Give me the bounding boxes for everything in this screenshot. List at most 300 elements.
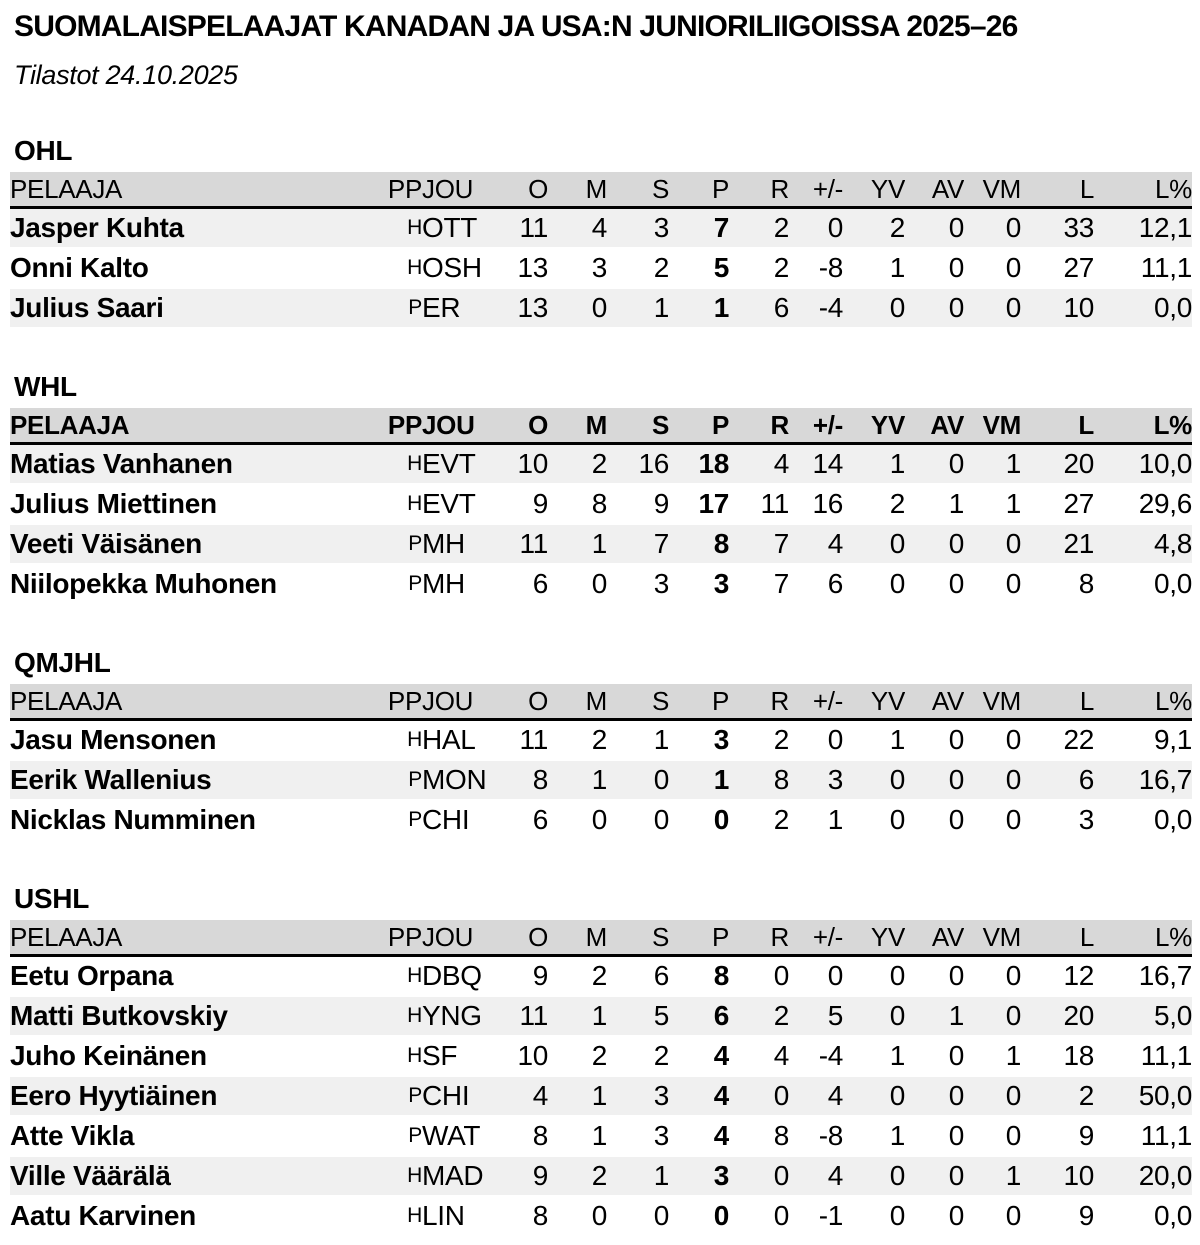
stat-cell: 0 bbox=[843, 956, 905, 997]
stat-cell: 7 bbox=[607, 524, 669, 564]
column-header: M bbox=[548, 684, 607, 720]
stat-cell: 11 bbox=[500, 208, 548, 249]
stat-cell: 6 bbox=[669, 996, 729, 1036]
column-header: S bbox=[607, 684, 669, 720]
column-header: R bbox=[729, 172, 789, 208]
column-header: AV bbox=[905, 684, 964, 720]
stat-cell: 2 bbox=[548, 720, 607, 761]
stat-cell: 2 bbox=[548, 444, 607, 485]
stat-cell: 0 bbox=[905, 1036, 964, 1076]
team-cell: EVT bbox=[422, 444, 500, 485]
stat-cell: 0 bbox=[789, 720, 843, 761]
stat-cell: 7 bbox=[729, 524, 789, 564]
stat-cell: 1 bbox=[843, 720, 905, 761]
stat-cell: 6 bbox=[729, 288, 789, 327]
stat-cell: -4 bbox=[789, 1036, 843, 1076]
column-header: JOU bbox=[422, 408, 500, 444]
position-cell: H bbox=[375, 208, 422, 249]
stat-cell: 9 bbox=[1021, 1196, 1094, 1235]
player-name-cell: Jasper Kuhta bbox=[10, 208, 375, 249]
stat-cell: 0 bbox=[964, 524, 1021, 564]
stat-cell: 3 bbox=[607, 1076, 669, 1116]
table-row bbox=[10, 248, 1192, 288]
column-header: P bbox=[669, 172, 729, 208]
column-header: VM bbox=[964, 408, 1021, 444]
stat-cell: 0 bbox=[729, 1156, 789, 1196]
column-header: PP bbox=[375, 920, 422, 956]
stats-table-qmjhl bbox=[10, 684, 1192, 839]
table-row bbox=[10, 720, 1192, 761]
position-cell: P bbox=[375, 800, 422, 839]
stat-cell: 1 bbox=[548, 760, 607, 800]
column-header: AV bbox=[905, 920, 964, 956]
stat-cell: -8 bbox=[789, 248, 843, 288]
table-row bbox=[10, 800, 1192, 839]
header-row bbox=[10, 408, 1192, 444]
table-row bbox=[10, 760, 1192, 800]
position-cell: H bbox=[375, 1036, 422, 1076]
stat-cell: 8 bbox=[669, 956, 729, 997]
stat-cell: 8 bbox=[1021, 564, 1094, 603]
stat-cell: 1 bbox=[607, 1156, 669, 1196]
stat-cell: -8 bbox=[789, 1116, 843, 1156]
stat-cell: 0 bbox=[843, 1156, 905, 1196]
stat-cell: 2 bbox=[729, 800, 789, 839]
stat-cell: 13 bbox=[500, 248, 548, 288]
stat-cell: 0 bbox=[843, 800, 905, 839]
stat-cell: 20 bbox=[1021, 996, 1094, 1036]
stat-cell: 2 bbox=[607, 1036, 669, 1076]
column-header: M bbox=[548, 408, 607, 444]
stat-cell: 3 bbox=[789, 760, 843, 800]
stat-cell: 4 bbox=[789, 1156, 843, 1196]
column-header: R bbox=[729, 408, 789, 444]
section-title: WHL bbox=[14, 371, 77, 402]
stat-cell: 0 bbox=[964, 1196, 1021, 1235]
stat-cell: 0 bbox=[843, 1076, 905, 1116]
stat-cell: 0 bbox=[905, 1076, 964, 1116]
stat-cell: 0 bbox=[905, 444, 964, 485]
stat-cell: 1 bbox=[843, 1036, 905, 1076]
stat-cell: 4 bbox=[669, 1076, 729, 1116]
stat-cell: 1 bbox=[843, 444, 905, 485]
stat-cell: 0 bbox=[905, 524, 964, 564]
stat-cell: 12 bbox=[1021, 956, 1094, 997]
column-header: PELAAJA bbox=[10, 408, 375, 444]
stat-cell: 0 bbox=[905, 760, 964, 800]
team-cell: WAT bbox=[422, 1116, 500, 1156]
stat-cell: 3 bbox=[607, 208, 669, 249]
stat-cell: 22 bbox=[1021, 720, 1094, 761]
player-name-cell: Matti Butkovskiy bbox=[10, 996, 375, 1036]
column-header: R bbox=[729, 684, 789, 720]
stat-cell: 16,7 bbox=[1094, 956, 1192, 997]
table-row bbox=[10, 956, 1192, 997]
player-name-cell: Nicklas Numminen bbox=[10, 800, 375, 839]
stat-cell: 0 bbox=[843, 760, 905, 800]
stat-cell: 5,0 bbox=[1094, 996, 1192, 1036]
stat-cell: 0 bbox=[607, 760, 669, 800]
stat-cell: 11 bbox=[729, 484, 789, 524]
stat-cell: 0 bbox=[905, 800, 964, 839]
stat-cell: 0 bbox=[964, 248, 1021, 288]
stat-cell: 4 bbox=[729, 1036, 789, 1076]
stat-cell: 3 bbox=[1021, 800, 1094, 839]
team-cell: LIN bbox=[422, 1196, 500, 1235]
stat-cell: 9 bbox=[1021, 1116, 1094, 1156]
stat-cell: 0,0 bbox=[1094, 564, 1192, 603]
player-name-cell: Veeti Väisänen bbox=[10, 524, 375, 564]
stat-cell: 27 bbox=[1021, 484, 1094, 524]
stat-cell: 6 bbox=[1021, 760, 1094, 800]
stat-cell: 5 bbox=[669, 248, 729, 288]
stat-cell: 0 bbox=[964, 996, 1021, 1036]
stat-cell: 10 bbox=[500, 1036, 548, 1076]
stats-table-ohl bbox=[10, 172, 1192, 327]
position-cell: H bbox=[375, 996, 422, 1036]
stat-cell: 2 bbox=[729, 248, 789, 288]
section-title: QMJHL bbox=[14, 647, 111, 678]
table-row bbox=[10, 208, 1192, 249]
stat-cell: 1 bbox=[789, 800, 843, 839]
stat-cell: 0 bbox=[964, 288, 1021, 327]
stat-cell: 2 bbox=[607, 248, 669, 288]
player-name-cell: Eetu Orpana bbox=[10, 956, 375, 997]
position-cell: P bbox=[375, 524, 422, 564]
stat-cell: 3 bbox=[669, 1156, 729, 1196]
column-header: +/- bbox=[789, 684, 843, 720]
stat-cell: 7 bbox=[669, 208, 729, 249]
column-header: O bbox=[500, 684, 548, 720]
stat-cell: 1 bbox=[843, 1116, 905, 1156]
position-cell: H bbox=[375, 484, 422, 524]
player-name-cell: Ville Väärälä bbox=[10, 1156, 375, 1196]
column-header: S bbox=[607, 172, 669, 208]
stat-cell: 11,1 bbox=[1094, 248, 1192, 288]
stat-cell: 16 bbox=[607, 444, 669, 485]
column-header: L bbox=[1021, 408, 1094, 444]
position-cell: P bbox=[375, 288, 422, 327]
stat-cell: 0 bbox=[964, 760, 1021, 800]
stat-cell: 5 bbox=[789, 996, 843, 1036]
header-row bbox=[10, 684, 1192, 720]
stat-cell: 2 bbox=[843, 484, 905, 524]
position-cell: P bbox=[375, 760, 422, 800]
column-header: VM bbox=[964, 172, 1021, 208]
stat-cell: 1 bbox=[905, 996, 964, 1036]
stat-cell: 0 bbox=[548, 288, 607, 327]
column-header: AV bbox=[905, 172, 964, 208]
team-cell: YNG bbox=[422, 996, 500, 1036]
position-cell: H bbox=[375, 444, 422, 485]
player-name-cell: Niilopekka Muhonen bbox=[10, 564, 375, 603]
stat-cell: 0 bbox=[905, 288, 964, 327]
stat-cell: 11 bbox=[500, 720, 548, 761]
column-header: PP bbox=[375, 408, 422, 444]
column-header: VM bbox=[964, 684, 1021, 720]
league-section-whl bbox=[10, 371, 1192, 603]
stats-table-ushl bbox=[10, 920, 1192, 1235]
position-cell: H bbox=[375, 956, 422, 997]
stat-cell: 0 bbox=[843, 564, 905, 603]
column-header: PELAAJA bbox=[10, 172, 375, 208]
column-header: AV bbox=[905, 408, 964, 444]
stat-cell: 1 bbox=[669, 760, 729, 800]
stat-cell: 20 bbox=[1021, 444, 1094, 485]
stat-cell: 33 bbox=[1021, 208, 1094, 249]
stat-cell: 1 bbox=[669, 288, 729, 327]
stat-cell: 1 bbox=[548, 1116, 607, 1156]
stat-cell: 3 bbox=[669, 564, 729, 603]
team-cell: SF bbox=[422, 1036, 500, 1076]
column-header: YV bbox=[843, 684, 905, 720]
stat-cell: 3 bbox=[607, 1116, 669, 1156]
stat-cell: 0 bbox=[729, 1076, 789, 1116]
position-cell: P bbox=[375, 1116, 422, 1156]
team-cell: OSH bbox=[422, 248, 500, 288]
stat-cell: 6 bbox=[500, 800, 548, 839]
stat-cell: 9 bbox=[500, 1156, 548, 1196]
table-row bbox=[10, 564, 1192, 603]
stat-cell: 0 bbox=[607, 1196, 669, 1235]
stat-cell: 0 bbox=[905, 720, 964, 761]
page-subtitle: Tilastot 24.10.2025 bbox=[14, 60, 238, 90]
stat-cell: 16 bbox=[789, 484, 843, 524]
team-cell: MAD bbox=[422, 1156, 500, 1196]
player-name-cell: Julius Miettinen bbox=[10, 484, 375, 524]
stat-cell: 8 bbox=[500, 1116, 548, 1156]
stat-cell: 1 bbox=[548, 996, 607, 1036]
stat-cell: 1 bbox=[548, 1076, 607, 1116]
column-header: PELAAJA bbox=[10, 920, 375, 956]
position-cell: H bbox=[375, 1196, 422, 1235]
table-row bbox=[10, 484, 1192, 524]
stat-cell: 10 bbox=[1021, 288, 1094, 327]
stat-cell: 17 bbox=[669, 484, 729, 524]
stat-cell: 4 bbox=[669, 1116, 729, 1156]
stat-cell: 1 bbox=[964, 1036, 1021, 1076]
team-cell: MH bbox=[422, 524, 500, 564]
team-cell: HAL bbox=[422, 720, 500, 761]
player-name-cell: Matias Vanhanen bbox=[10, 444, 375, 485]
stat-cell: 0 bbox=[548, 564, 607, 603]
stat-cell: 0 bbox=[843, 996, 905, 1036]
column-header: PP bbox=[375, 172, 422, 208]
stat-cell: 3 bbox=[548, 248, 607, 288]
stat-cell: 9 bbox=[607, 484, 669, 524]
table-row bbox=[10, 1196, 1192, 1235]
player-name-cell: Aatu Karvinen bbox=[10, 1196, 375, 1235]
stat-cell: 0 bbox=[964, 720, 1021, 761]
stat-cell: 13 bbox=[500, 288, 548, 327]
stat-cell: 2 bbox=[548, 956, 607, 997]
team-cell: CHI bbox=[422, 800, 500, 839]
stat-cell: 12,1 bbox=[1094, 208, 1192, 249]
table-row bbox=[10, 1076, 1192, 1116]
column-header: P bbox=[669, 408, 729, 444]
player-name-cell: Onni Kalto bbox=[10, 248, 375, 288]
table-row bbox=[10, 1036, 1192, 1076]
stat-cell: 18 bbox=[669, 444, 729, 485]
stat-cell: 0 bbox=[964, 800, 1021, 839]
stat-cell: 2 bbox=[729, 208, 789, 249]
table-row bbox=[10, 524, 1192, 564]
team-cell: ER bbox=[422, 288, 500, 327]
stat-cell: 1 bbox=[964, 484, 1021, 524]
stat-cell: 0 bbox=[669, 1196, 729, 1235]
column-header: M bbox=[548, 172, 607, 208]
stat-cell: 1 bbox=[548, 524, 607, 564]
table-row bbox=[10, 1116, 1192, 1156]
column-header: P bbox=[669, 920, 729, 956]
stat-cell: 8 bbox=[729, 1116, 789, 1156]
player-name-cell: Juho Keinänen bbox=[10, 1036, 375, 1076]
header-row bbox=[10, 172, 1192, 208]
stat-cell: 50,0 bbox=[1094, 1076, 1192, 1116]
stat-cell: 3 bbox=[669, 720, 729, 761]
stat-cell: 8 bbox=[500, 760, 548, 800]
player-name-cell: Julius Saari bbox=[10, 288, 375, 327]
team-cell: OTT bbox=[422, 208, 500, 249]
stat-cell: -1 bbox=[789, 1196, 843, 1235]
column-header: JOU bbox=[422, 684, 500, 720]
stat-cell: 6 bbox=[500, 564, 548, 603]
stat-cell: 3 bbox=[607, 564, 669, 603]
document-header bbox=[10, 10, 1192, 91]
position-cell: H bbox=[375, 720, 422, 761]
stat-cell: 0 bbox=[843, 1196, 905, 1235]
team-cell: DBQ bbox=[422, 956, 500, 997]
column-header: +/- bbox=[789, 408, 843, 444]
stat-cell: 0,0 bbox=[1094, 1196, 1192, 1235]
stat-cell: 0 bbox=[843, 524, 905, 564]
player-name-cell: Eerik Wallenius bbox=[10, 760, 375, 800]
stat-cell: 0 bbox=[905, 248, 964, 288]
page-title: SUOMALAISPELAAJAT KANADAN JA USA:N JUNIORILIIGOISSA 2025–26 bbox=[14, 10, 1018, 43]
table-row bbox=[10, 444, 1192, 485]
stat-cell: 0 bbox=[789, 956, 843, 997]
column-header: R bbox=[729, 920, 789, 956]
stat-cell: 0 bbox=[729, 956, 789, 997]
stat-cell: 1 bbox=[607, 720, 669, 761]
stat-cell: 0,0 bbox=[1094, 288, 1192, 327]
stat-cell: 10 bbox=[500, 444, 548, 485]
stat-cell: 6 bbox=[607, 956, 669, 997]
stat-cell: 0 bbox=[964, 1116, 1021, 1156]
stat-cell: 7 bbox=[729, 564, 789, 603]
stat-cell: 0 bbox=[548, 800, 607, 839]
stat-cell: 11,1 bbox=[1094, 1116, 1192, 1156]
column-header: YV bbox=[843, 920, 905, 956]
stat-cell: 0 bbox=[964, 956, 1021, 997]
team-cell: CHI bbox=[422, 1076, 500, 1116]
position-cell: H bbox=[375, 1156, 422, 1196]
column-header: L bbox=[1021, 684, 1094, 720]
stat-cell: 4 bbox=[669, 1036, 729, 1076]
stat-cell: 0 bbox=[789, 208, 843, 249]
column-header: L% bbox=[1094, 408, 1192, 444]
column-header: P bbox=[669, 684, 729, 720]
stat-cell: 2 bbox=[729, 720, 789, 761]
stat-cell: 29,6 bbox=[1094, 484, 1192, 524]
stat-cell: 8 bbox=[669, 524, 729, 564]
position-cell: P bbox=[375, 1076, 422, 1116]
table-row bbox=[10, 996, 1192, 1036]
player-name-cell: Atte Vikla bbox=[10, 1116, 375, 1156]
stat-cell: 8 bbox=[548, 484, 607, 524]
column-header: S bbox=[607, 408, 669, 444]
stat-cell: 4 bbox=[500, 1076, 548, 1116]
stat-cell: 4,8 bbox=[1094, 524, 1192, 564]
stat-cell: 0 bbox=[905, 208, 964, 249]
team-cell: EVT bbox=[422, 484, 500, 524]
stat-cell: 9 bbox=[500, 956, 548, 997]
stat-cell: 0,0 bbox=[1094, 800, 1192, 839]
stat-cell: 0 bbox=[964, 564, 1021, 603]
stat-cell: 8 bbox=[500, 1196, 548, 1235]
column-header: O bbox=[500, 920, 548, 956]
stat-cell: 6 bbox=[789, 564, 843, 603]
team-cell: MON bbox=[422, 760, 500, 800]
stat-cell: 11 bbox=[500, 996, 548, 1036]
league-section-ushl bbox=[10, 883, 1192, 1235]
stat-cell: 0 bbox=[905, 564, 964, 603]
column-header: M bbox=[548, 920, 607, 956]
stat-cell: 0 bbox=[905, 1196, 964, 1235]
stat-cell: 1 bbox=[843, 248, 905, 288]
column-header: +/- bbox=[789, 172, 843, 208]
stat-cell: 4 bbox=[548, 208, 607, 249]
stat-cell: 0 bbox=[964, 208, 1021, 249]
stat-cell: 27 bbox=[1021, 248, 1094, 288]
position-cell: P bbox=[375, 564, 422, 603]
stat-cell: 0 bbox=[964, 1076, 1021, 1116]
stat-cell: 2 bbox=[1021, 1076, 1094, 1116]
table-row bbox=[10, 1156, 1192, 1196]
stat-cell: 2 bbox=[729, 996, 789, 1036]
stat-cell: 0 bbox=[843, 288, 905, 327]
column-header: YV bbox=[843, 408, 905, 444]
stat-cell: 0 bbox=[905, 956, 964, 997]
stat-cell: 1 bbox=[964, 444, 1021, 485]
stat-cell: 14 bbox=[789, 444, 843, 485]
stats-table-whl bbox=[10, 408, 1192, 603]
stat-cell: 2 bbox=[548, 1156, 607, 1196]
stat-cell: 20,0 bbox=[1094, 1156, 1192, 1196]
stat-cell: 0 bbox=[729, 1196, 789, 1235]
section-title: USHL bbox=[14, 883, 90, 914]
stat-cell: 9 bbox=[500, 484, 548, 524]
section-title: OHL bbox=[14, 135, 73, 166]
team-cell: MH bbox=[422, 564, 500, 603]
column-header: PELAAJA bbox=[10, 684, 375, 720]
stat-cell: 9,1 bbox=[1094, 720, 1192, 761]
column-header: VM bbox=[964, 920, 1021, 956]
stat-cell: 11,1 bbox=[1094, 1036, 1192, 1076]
column-header: O bbox=[500, 408, 548, 444]
stat-cell: 2 bbox=[548, 1036, 607, 1076]
table-row bbox=[10, 288, 1192, 327]
stat-cell: 10,0 bbox=[1094, 444, 1192, 485]
stat-cell: 18 bbox=[1021, 1036, 1094, 1076]
column-header: L% bbox=[1094, 172, 1192, 208]
stat-cell: 16,7 bbox=[1094, 760, 1192, 800]
position-cell: H bbox=[375, 248, 422, 288]
column-header: L% bbox=[1094, 920, 1192, 956]
header-row bbox=[10, 920, 1192, 956]
stat-cell: 0 bbox=[548, 1196, 607, 1235]
stat-cell: 2 bbox=[843, 208, 905, 249]
